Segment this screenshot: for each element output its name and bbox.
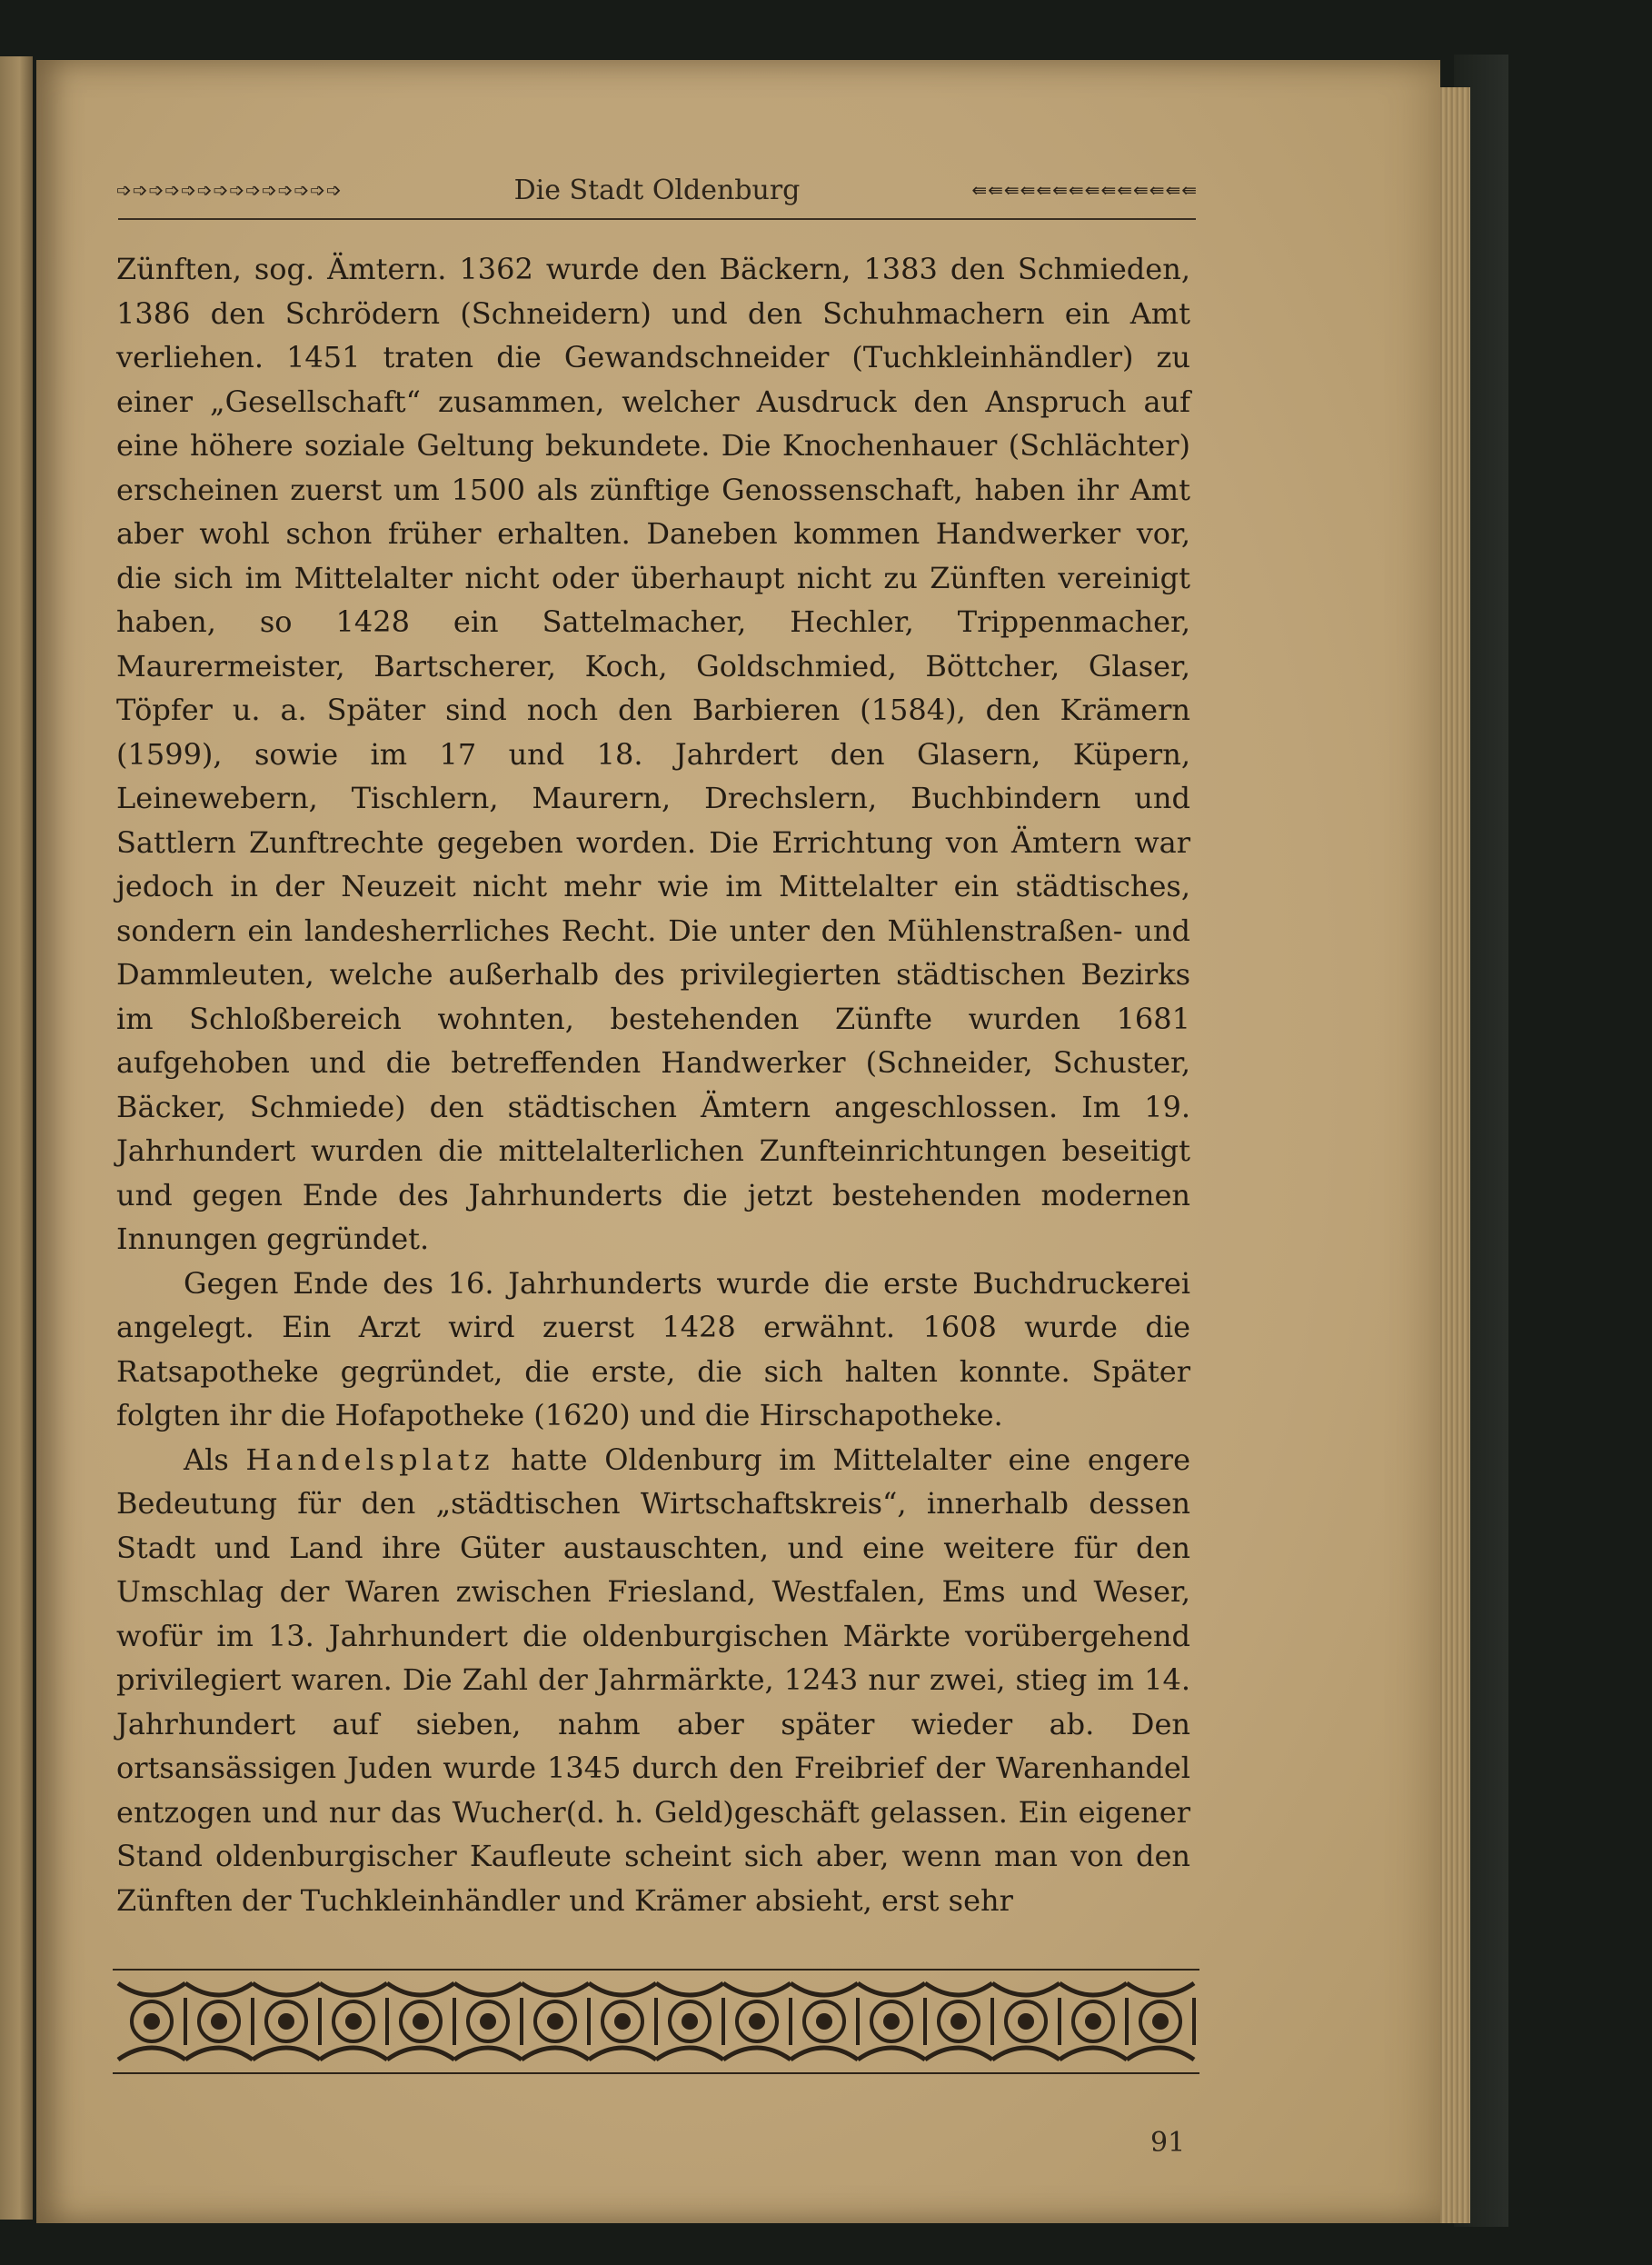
ornament-motif	[387, 1983, 454, 2060]
running-head-title: Die Stadt Oldenburg	[513, 174, 801, 206]
ornament-motif	[454, 1983, 522, 2060]
ornament-motif	[522, 1983, 589, 2060]
paragraph: Zünften, sog. Ämtern. 1362 wurde den Bäckern, 1383 den Schmieden, 1386 den Schrödern (Schneidern) und den Schuhmachern ein Amt verliehen. 1451 traten die Gewandschneider (Tuchkleinhändler) zu einer „Gesellschaft“ zusammen, welcher Ausdruck den Anspruch auf eine höhere soziale Geltung bekundete. Die Knochenhauer (Schlächter) erscheinen zuerst um 1500 als zünftige Genossenschaft, haben ihr Amt aber wohl schon früher erhalten. Daneben kommen Handwerker vor, die sich im Mittelalter nicht oder überhaupt nicht zu Zünften vereinigt haben, so 1428 ein Sattelmacher, Hechler, Trippenmacher, Maurermeister, Bartscherer, Koch, Goldschmied, Böttcher, Glaser, Töpfer u. a. Später sind noch den Barbieren (1584), den Krämern (1599), sowie im 17 und 18. Jahrdert den Glasern, Küpern, Leinewebern, Tischlern, Maurern, Drechslern, Buchbindern und Sattlern Zunftrechte gegeben worden. Die Errichtung von Ämtern war jedoch in der Neuzeit nicht mehr wie im Mittelalter ein städtisches, sondern ein landesherrliches Recht. Die unter den Mühlenstraßen- und Dammleuten, welche außerhalb des privilegierten städtischen Bezirks im Schloßbereich wohnten, bestehenden Zünfte wurden 1681 aufgehoben und die betreffenden Handwerker (Schneider, Schuster, Bäcker, Schmiede) den städtischen Ämtern angeschlossen. Im 19. Jahrhundert wurden die mittelalterlichen Zunfteinrichtungen beseitigt und gegen Ende des Jahrhunderts die jetzt bestehenden modernen Innungen gegründet.	[116, 252, 1190, 1256]
header-rule	[118, 218, 1196, 220]
ornament-motif	[925, 1983, 992, 2060]
ornament-motif	[589, 1983, 656, 2060]
paragraph: Gegen Ende des 16. Jahrhunderts wurde die erste Buchdruckerei angelegt. Ein Arzt wird zuerst 1428 erwähnt. 1608 wurde die Ratsapotheke gegründet, die erste, die sich halten konnte. Später folgten ihr die Hofapotheke (1620) und die Hirschapotheke.	[116, 1265, 1190, 1432]
ornament-motif	[253, 1983, 320, 2060]
ornament-motif	[185, 1983, 253, 2060]
page-header	[116, 171, 1198, 209]
ornament-motif	[992, 1983, 1060, 2060]
ornament-motif	[723, 1983, 791, 2060]
paragraph-text: hatte Oldenburg im Mittelalter eine engere Bedeutung für den „städtischen Wirtschaftskreis“, innerhalb dessen Stadt und Land ihre Güter austauschten, und eine weitere für den Umschlag der Waren zwischen Friesland, Westfalen, Ems und Weser, wofür im 13. Jahrhundert die oldenburgischen Märkte vorübergehend privilegiert waren. Die Zahl der Jahrmärkte, 1243 nur zwei, stieg im 14. Jahrhundert auf sieben, nahm aber später wieder ab. Den ortsansässigen Juden wurde 1345 durch den Freibrief der Warenhandel entzogen und nur das Wucher(d. h. Geld)geschäft gelassen. Ein eigener Stand oldenburgischer Kaufleute scheint sich aber, wenn man von den Zünften der Tuchkleinhändler und Krämer absieht, erst sehr	[116, 1442, 1191, 1918]
ornament-motif	[656, 1983, 723, 2060]
page-number: 91	[1150, 2127, 1186, 2159]
ornamental-border	[113, 1969, 1199, 2074]
left-page-edge	[0, 56, 33, 2220]
paragraph	[116, 1438, 1190, 1923]
paragraph-lead: Als	[184, 1442, 229, 1477]
header-ornament-right: ⇚⇚⇚⇚⇚⇚⇚⇚⇚⇚⇚⇚⇚⇚	[971, 179, 1198, 201]
body-text	[116, 247, 1190, 1922]
ornament-pattern-icon	[113, 1971, 1199, 2072]
ornament-motif	[1060, 1983, 1127, 2060]
ornament-motif	[858, 1983, 925, 2060]
ornament-motif	[320, 1983, 387, 2060]
ornament-motif	[791, 1983, 858, 2060]
ornament-motif	[1127, 1983, 1194, 2060]
header-ornament-left: ➩➩➩➩➩➩➩➩➩➩➩➩➩➩	[116, 179, 343, 201]
spaced-keyword: Handelsplatz	[245, 1442, 494, 1477]
ornament-motif	[118, 1983, 185, 2060]
